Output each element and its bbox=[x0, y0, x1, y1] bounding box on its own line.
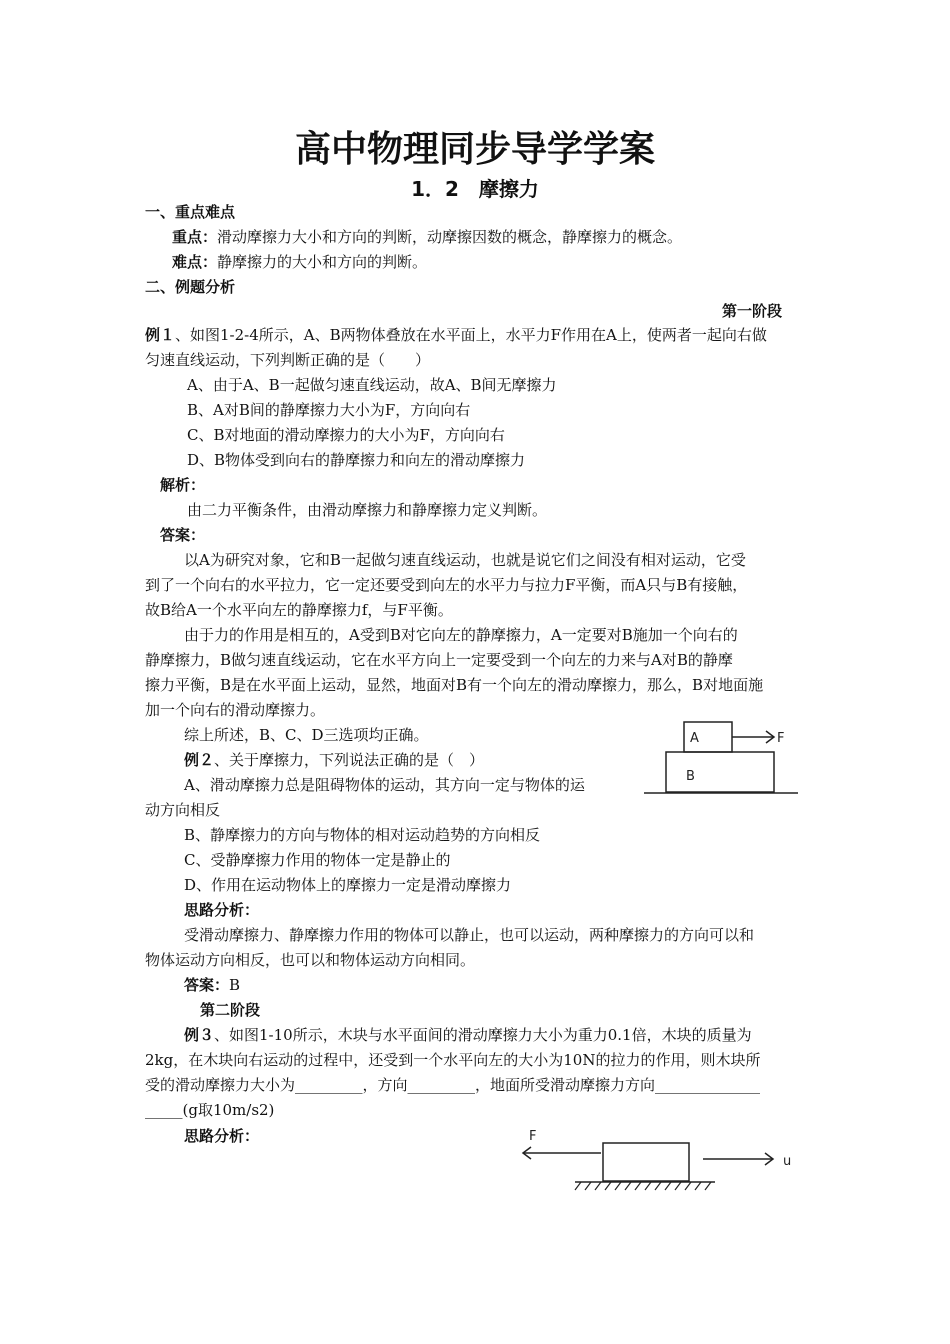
ex2-option-b: B、静摩擦力的方向与物体的相对运动趋势的方向相反 bbox=[184, 826, 541, 844]
difficulty-text: 静摩擦力的大小和方向的判断。 bbox=[217, 253, 428, 271]
wooden-block bbox=[603, 1143, 689, 1181]
block-a-label: A bbox=[690, 731, 699, 746]
ex2-option-a-line2: 动方向相反 bbox=[145, 801, 221, 819]
ex2-option-a-line1: A、滑动摩擦力总是阻碍物体的运动，其方向一定与物体的运 bbox=[184, 776, 585, 794]
ex3-line4: _____(g取10m/s2) bbox=[145, 1101, 275, 1119]
ex2-question-text: 、关于摩擦力，下列说法正确的是（ ） bbox=[214, 751, 485, 769]
ex1-analysis-label: 解析： bbox=[160, 476, 206, 494]
ground-hatching bbox=[575, 1182, 711, 1190]
ex2-option-c: C、受静摩擦力作用的物体一定是静止的 bbox=[184, 851, 451, 869]
ex3-line1 bbox=[184, 1023, 752, 1048]
ex1-label: 例１ bbox=[145, 326, 176, 344]
ex3-line2: 2kg，在木块向右运动的过程中，还受到一个水平向左的大小为10N的拉力的作用，则木块所 bbox=[145, 1051, 761, 1069]
stage1-heading: 第一阶段 bbox=[722, 302, 783, 320]
ex1-answer-line: 由于力的作用是相互的，A受到B对它向左的静摩擦力，A一定要对B施加一个向右的 bbox=[184, 626, 738, 644]
stage2-heading: 第二阶段 bbox=[200, 1001, 261, 1019]
section-title: 1．2 摩擦力 bbox=[411, 177, 539, 201]
ex1-analysis-text: 由二力平衡条件，由滑动摩擦力和静摩擦力定义判断。 bbox=[187, 501, 548, 519]
ex1-answer-label: 答案： bbox=[160, 526, 206, 544]
ex1-line2: 匀速直线运动，下列判断正确的是（ ） bbox=[145, 351, 431, 369]
block-b-label: B bbox=[686, 769, 695, 784]
ex1-option-b: B、A对B间的静摩擦力大小为F，方向向右 bbox=[187, 401, 471, 419]
ex1-answer-line: 综上所述，B、C、D三选项均正确。 bbox=[184, 726, 429, 744]
ex1-answer-line: 擦力平衡，B是在水平面上运动，显然，地面对B有一个向左的滑动摩擦力，那么，B对地面施 bbox=[145, 676, 764, 694]
velocity-label: u bbox=[783, 1154, 792, 1169]
key-text: 滑动摩擦力大小和方向的判断，动摩擦因数的概念，静摩擦力的概念。 bbox=[217, 228, 683, 246]
ex3-line3: 受的滑动摩擦力大小为_________，方向_________，地面所受滑动摩擦力方向______________ bbox=[145, 1076, 761, 1094]
ex3-analysis-label: 思路分析： bbox=[184, 1127, 260, 1145]
ex1-answer-line: 到了一个向右的水平拉力，它一定还要受到向左的水平力与拉力F平衡，而A只与B有接触， bbox=[145, 576, 748, 594]
force-label: F bbox=[777, 731, 785, 746]
ex2-option-d: D、作用在运动物体上的摩擦力一定是滑动摩擦力 bbox=[184, 876, 512, 894]
ex1-option-c: C、B对地面的滑动摩擦力的大小为F，方向向右 bbox=[187, 426, 505, 444]
difficulty-point bbox=[172, 250, 427, 275]
ex1-option-a: A、由于A、B一起做匀速直线运动，故A、B间无摩擦力 bbox=[187, 376, 557, 394]
ex2-answer bbox=[184, 973, 240, 998]
ex3-label: 例３ bbox=[184, 1026, 215, 1044]
block-b bbox=[666, 752, 774, 792]
key-point bbox=[172, 225, 682, 250]
ex3-figure-block-on-ground bbox=[515, 1125, 805, 1197]
ex1-option-d: D、B物体受到向右的静摩擦力和向左的滑动摩擦力 bbox=[187, 451, 526, 469]
ex2-question bbox=[184, 748, 484, 773]
ex1-answer-line: 静摩擦力，B做匀速直线运动，它在水平方向上一定要受到一个向左的力来与A对B的静摩 bbox=[145, 651, 733, 669]
ex1-answer-line: 故B给A一个水平向左的静摩擦力f，与F平衡。 bbox=[145, 601, 453, 619]
section2-heading: 二、例题分析 bbox=[145, 278, 236, 296]
ex2-answer-value: B bbox=[229, 976, 241, 994]
force-label: F bbox=[529, 1129, 537, 1144]
ex1-answer-line: 加一个向右的滑动摩擦力。 bbox=[145, 701, 326, 719]
key-label: 重点： bbox=[172, 228, 218, 246]
ex2-analysis-label: 思路分析： bbox=[184, 901, 260, 919]
ex2-answer-label: 答案： bbox=[184, 976, 230, 994]
ex1-answer-line: 以A为研究对象，它和B一起做匀速直线运动，也就是说它们之间没有相对运动，它受 bbox=[184, 551, 746, 569]
ex1-figure-stacked-blocks bbox=[640, 718, 800, 800]
ex2-analysis-line: 物体运动方向相反，也可以和物体运动方向相同。 bbox=[145, 951, 476, 969]
ex1-line1 bbox=[145, 323, 767, 348]
ex2-analysis-line: 受滑动摩擦力、静摩擦力作用的物体可以静止，也可以运动，两种摩擦力的方向可以和 bbox=[184, 926, 755, 944]
ex1-line1-text: 、如图1-2-4所示，A、B两物体叠放在水平面上，水平力F作用在A上，使两者一起向右做 bbox=[175, 326, 767, 344]
difficulty-label: 难点： bbox=[172, 253, 218, 271]
ex3-line1-text: 、如图1-10所示，木块与水平面间的滑动摩擦力大小为重力0.1倍，木块的质量为 bbox=[214, 1026, 752, 1044]
ex2-label: 例２ bbox=[184, 751, 215, 769]
page-title: 高中物理同步导学学案 bbox=[294, 129, 655, 170]
section1-heading: 一、重点难点 bbox=[145, 203, 236, 221]
